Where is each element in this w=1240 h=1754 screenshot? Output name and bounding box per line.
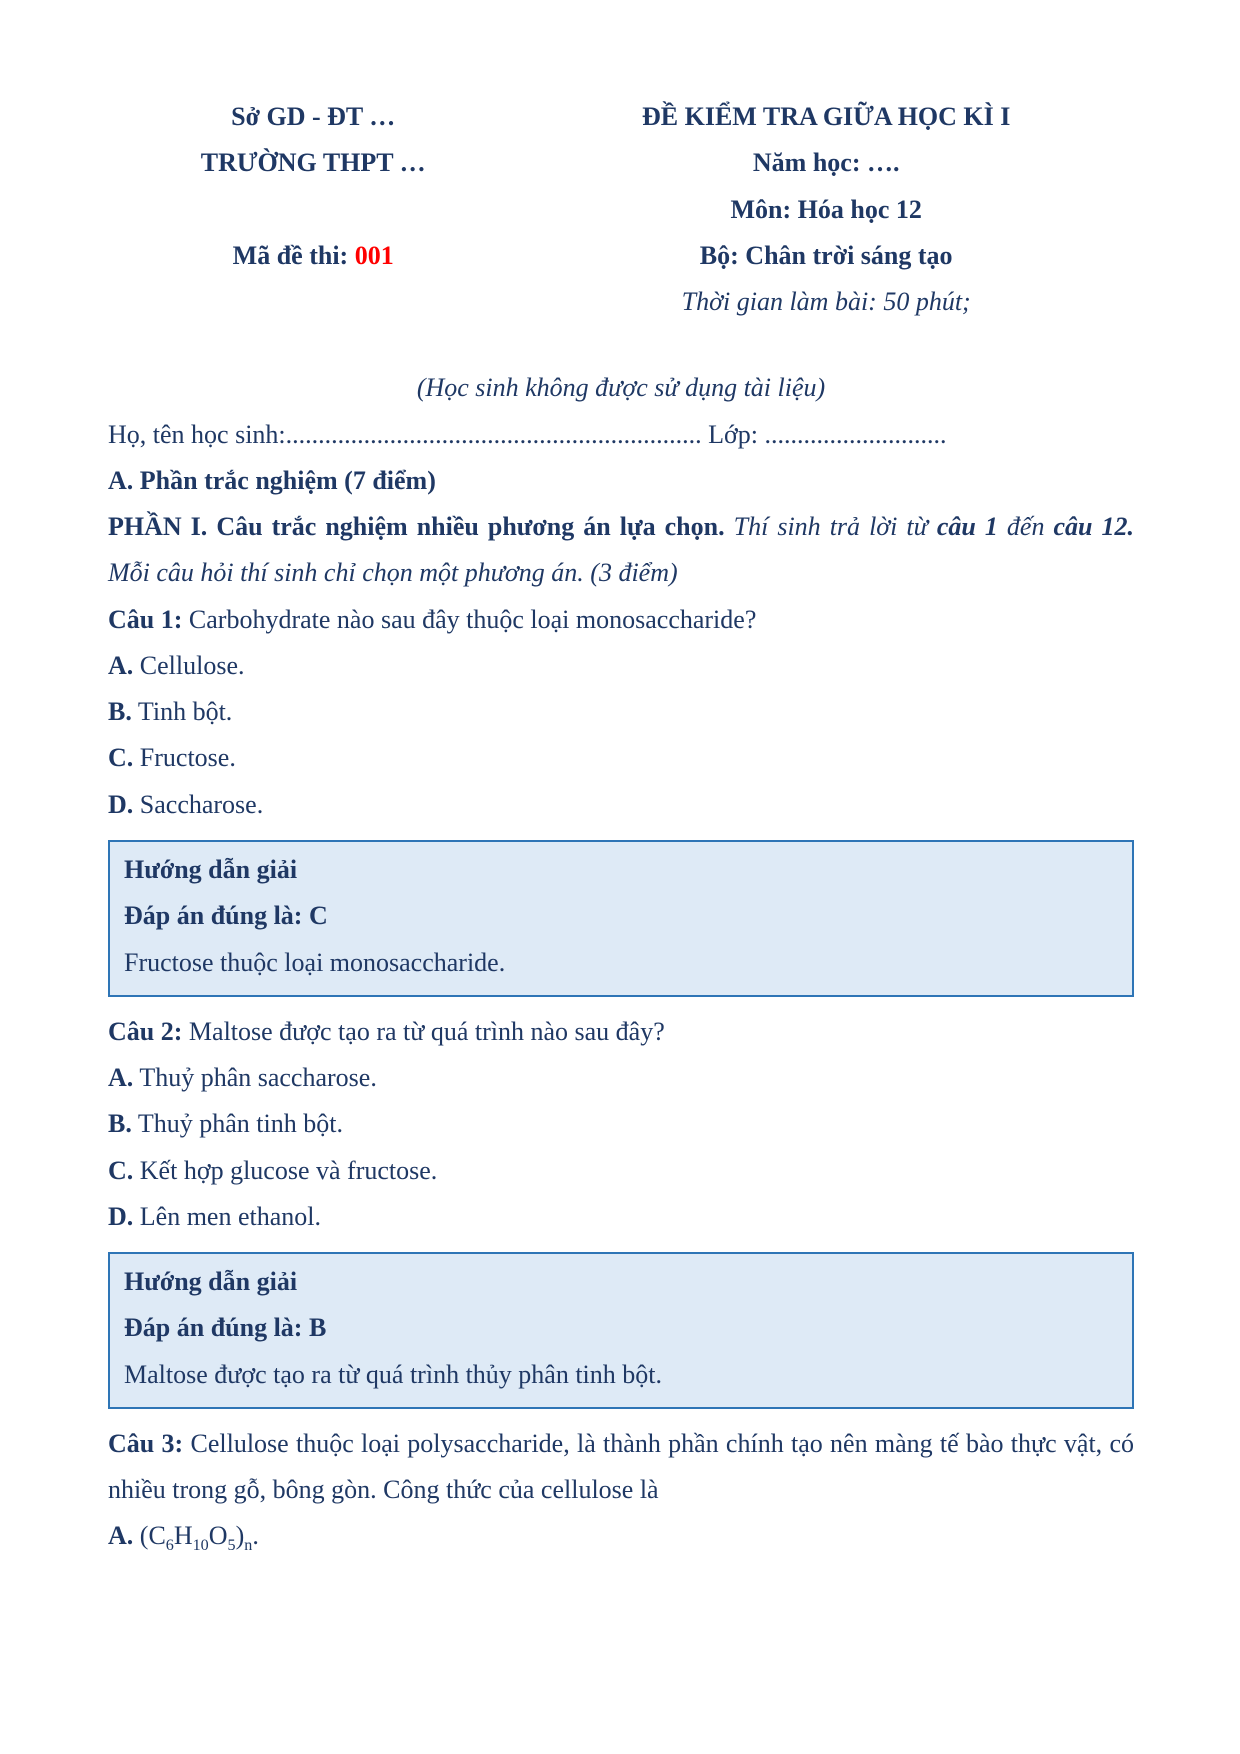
part1-heading: PHẦN I. Câu trắc nghiệm nhiều phương án lựa chọn.: [108, 512, 725, 542]
class-label: Lớp:: [701, 419, 765, 449]
question-2-option-b: B. Thuỷ phân tinh bột.: [108, 1109, 343, 1139]
duration-line: Thời gian làm bài: 50 phút;: [681, 287, 971, 317]
solution-answer: Đáp án đúng là: B: [124, 1313, 327, 1343]
header-right-block: [518, 94, 1134, 325]
school-year: Năm học: ….: [752, 148, 900, 178]
solution-title: Hướng dẫn giải: [124, 1267, 298, 1297]
question-2-option-d: D. Lên men ethanol.: [108, 1201, 321, 1231]
student-info-line: [108, 412, 1134, 458]
question-3: [108, 1421, 1134, 1514]
book-series-line: Bộ: Chân trời sáng tạo: [699, 240, 953, 270]
header-spacer: [108, 187, 518, 233]
question-2-option-c: C. Kết hợp glucose và fructose.: [108, 1155, 438, 1185]
question-2: [108, 1009, 1134, 1055]
question-1: [108, 597, 1134, 643]
no-materials-note: (Học sinh không được sử dụng tài liệu): [416, 373, 826, 403]
question-1-solution-box: [108, 840, 1134, 997]
question-2-solution-box: [108, 1252, 1134, 1409]
question-1-option-b: B. Tinh bột.: [108, 697, 233, 727]
section-a-title: A. Phần trắc nghiệm (7 điểm): [108, 465, 436, 495]
solution-answer: Đáp án đúng là: C: [124, 901, 328, 931]
question-3-text: Cellulose thuộc loại polysaccharide, là thành phần chính tạo nên màng tế bào thực vật, có nhiều trong gỗ, bông gòn. Công thức của cellulose là: [108, 1428, 1135, 1505]
question-2-text: Maltose được tạo ra từ quá trình nào sau đây?: [188, 1016, 665, 1046]
question-2-option-a: A. Thuỷ phân saccharose.: [108, 1063, 377, 1093]
solution-title: Hướng dẫn giải: [124, 854, 298, 884]
exam-header: [108, 94, 1134, 325]
solution-explanation: Fructose thuộc loại monosaccharide.: [124, 947, 506, 977]
question-1-option-c: C. Fructose.: [108, 743, 236, 773]
exam-code-label: Mã đề thi:: [232, 240, 349, 270]
question-1-option-d: D. Saccharose.: [108, 789, 264, 819]
question-3-label: Câu 3:: [108, 1428, 184, 1458]
question-3-option-a: A. $(C_6H_{10}O_5)_n$.: [108, 1521, 259, 1555]
header-left-block: [108, 94, 518, 325]
part1-instructions: PHẦN I. Câu trắc nghiệm nhiều phương án lựa chọn. Thí sinh trả lời từ câu 1 đến câu 12. Mỗi câu hỏi thí sinh chỉ chọn một phương án. (3 điểm): [108, 512, 1135, 588]
question-1-text: Carbohydrate nào sau đây thuộc loại monosaccharide?: [188, 604, 757, 634]
question-2-label: Câu 2:: [108, 1016, 183, 1046]
student-name-label: Họ, tên học sinh:: [108, 419, 286, 449]
exam-code-line: [108, 233, 518, 279]
question-1-label: Câu 1:: [108, 604, 183, 634]
cellulose-formula: $(C_6H_{10}O_5)_n$.: [139, 1521, 259, 1555]
exam-title: ĐỀ KIỂM TRA GIỮA HỌC KÌ I: [641, 102, 1011, 131]
school-name: TRƯỜNG THPT …: [200, 148, 426, 178]
class-dotted-field: ............................: [764, 419, 947, 449]
question-1-option-a: A. Cellulose.: [108, 650, 245, 680]
department-name: Sở GD - ĐT …: [231, 102, 396, 131]
solution-explanation: Maltose được tạo ra từ quá trình thủy phân tinh bột.: [124, 1359, 663, 1389]
exam-code-value: 001: [354, 240, 394, 270]
subject-line: Môn: Hóa học 12: [730, 194, 922, 224]
student-name-dotted-field: ................................................................: [285, 419, 702, 449]
